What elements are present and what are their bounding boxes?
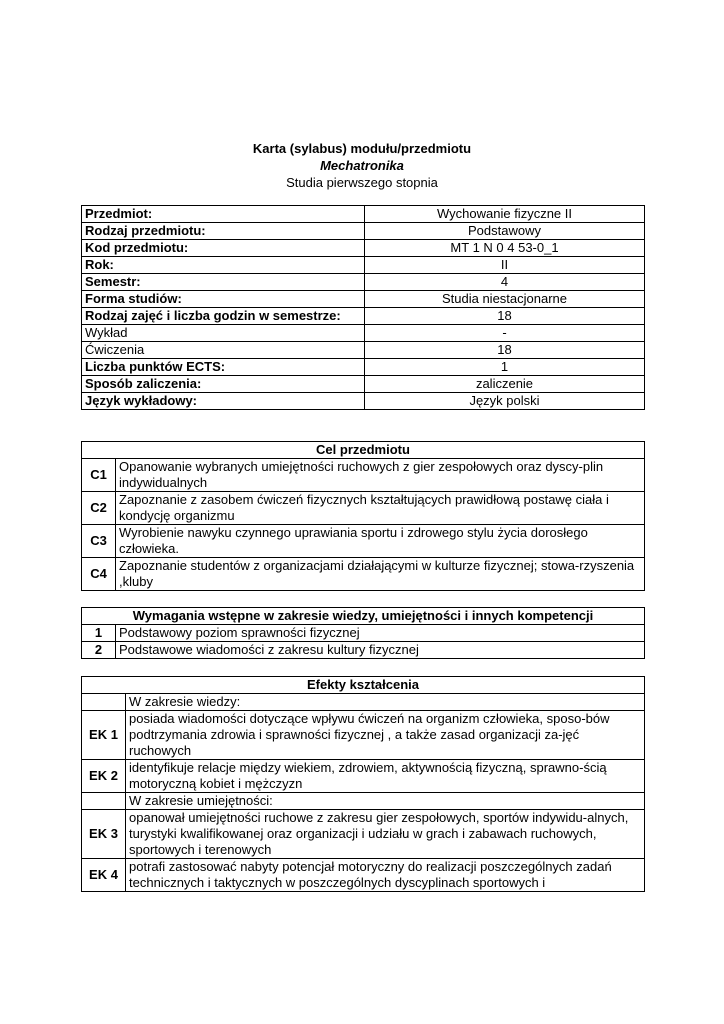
- info-row: [82, 308, 645, 325]
- objective-row-text: Wyrobienie nawyku czynnego uprawiania sportu i zdrowego stylu życia dorosłego człowieka.: [116, 525, 645, 558]
- objective-row: [82, 492, 645, 525]
- objectives-header: Cel przedmiotu: [82, 442, 645, 459]
- empty-cell: [82, 793, 126, 810]
- learning-outcomes-table: [81, 676, 645, 892]
- field-of-study: Mechatronika: [320, 158, 404, 173]
- info-value: Wychowanie fizyczne II: [365, 206, 645, 223]
- info-value: Język polski: [365, 393, 645, 410]
- outcome-code: EK 1: [82, 711, 126, 760]
- outcome-text: opanował umiejętności ruchowe z zakresu gier zespołowych, sportów indywidu-alnych, turystyki kwalifikowanej oraz organizacji i udziału w grach i zabawach ruchowych, sportowych i terenowych: [126, 810, 645, 859]
- info-row: [82, 376, 645, 393]
- outcome-code: EK 4: [82, 859, 126, 892]
- objective-row-text: Zapoznanie z zasobem ćwiczeń fizycznych kształtujących prawidłową postawę ciała i kondycję organizmu: [116, 492, 645, 525]
- info-value: -: [365, 325, 645, 342]
- info-value: 4: [365, 274, 645, 291]
- prerequisites-table: [81, 607, 645, 659]
- prerequisite-row-text: Podstawowy poziom sprawności fizycznej: [116, 625, 645, 642]
- document-title-block: [0, 140, 724, 191]
- info-label: Forma studiów:: [82, 291, 365, 308]
- objective-row-text: Opanowanie wybranych umiejętności ruchowych z gier zespołowych oraz dyscy-plin indywidualnych: [116, 459, 645, 492]
- prerequisite-row: [82, 642, 645, 659]
- info-row: [82, 223, 645, 240]
- info-label: Ćwiczenia: [82, 342, 365, 359]
- objective-row: [82, 525, 645, 558]
- info-label: Wykład: [82, 325, 365, 342]
- info-label: Semestr:: [82, 274, 365, 291]
- info-label: Sposób zaliczenia:: [82, 376, 365, 393]
- outcome-code: EK 2: [82, 760, 126, 793]
- info-value: Podstawowy: [365, 223, 645, 240]
- info-value: II: [365, 257, 645, 274]
- study-level: Studia pierwszego stopnia: [286, 175, 438, 190]
- info-label: Liczba punktów ECTS:: [82, 359, 365, 376]
- outcome-row: [82, 859, 645, 892]
- knowledge-section-label: W zakresie wiedzy:: [126, 694, 645, 711]
- objective-row-code: C2: [82, 492, 116, 525]
- document-title: Karta (sylabus) modułu/przedmiotu: [252, 141, 472, 156]
- course-info-table: [81, 205, 645, 410]
- empty-cell: [82, 694, 126, 711]
- info-row: [82, 359, 645, 376]
- objective-row-code: C3: [82, 525, 116, 558]
- info-row: [82, 206, 645, 223]
- info-value: zaliczenie: [365, 376, 645, 393]
- info-row: [82, 342, 645, 359]
- info-label: Rodzaj zajęć i liczba godzin w semestrze:: [82, 308, 365, 325]
- outcome-code: EK 3: [82, 810, 126, 859]
- outcome-text: potrafi zastosować nabyty potencjał motoryczny do realizacji poszczególnych zadań technicznych i taktycznych w poszczególnych dyscyplinach sportowych i: [126, 859, 645, 892]
- objective-row: [82, 558, 645, 591]
- info-row: [82, 257, 645, 274]
- objective-row-code: C4: [82, 558, 116, 591]
- objective-row-code: C1: [82, 459, 116, 492]
- info-value: MT 1 N 0 4 53-0_1: [365, 240, 645, 257]
- prerequisite-row-code: 1: [82, 625, 116, 642]
- info-label: Rok:: [82, 257, 365, 274]
- course-objectives-table: [81, 441, 645, 591]
- info-row: [82, 291, 645, 308]
- outcome-row: [82, 711, 645, 760]
- outcome-text: posiada wiadomości dotyczące wpływu ćwiczeń na organizm człowieka, sposo-bów podtrzymania zdrowia i sprawności fizycznej , a także zasad organizacji za-jęć ruchowych: [126, 711, 645, 760]
- prerequisite-row-text: Podstawowe wiadomości z zakresu kultury fizycznej: [116, 642, 645, 659]
- objective-row: [82, 459, 645, 492]
- info-label: Przedmiot:: [82, 206, 365, 223]
- info-value: 1: [365, 359, 645, 376]
- prerequisite-row: [82, 625, 645, 642]
- info-row: [82, 393, 645, 410]
- info-row: [82, 274, 645, 291]
- outcome-row: [82, 810, 645, 859]
- info-label: Rodzaj przedmiotu:: [82, 223, 365, 240]
- info-row: [82, 240, 645, 257]
- prerequisites-header: Wymagania wstępne w zakresie wiedzy, umiejętności i innych kompetencji: [82, 608, 645, 625]
- info-value: 18: [365, 342, 645, 359]
- outcomes-header: Efekty kształcenia: [82, 677, 645, 694]
- outcome-text: identyfikuje relacje między wiekiem, zdrowiem, aktywnością fizyczną, sprawno-ścią motoryczną kobiet i mężczyzn: [126, 760, 645, 793]
- outcome-row: [82, 760, 645, 793]
- info-value: 18: [365, 308, 645, 325]
- info-value: Studia niestacjonarne: [365, 291, 645, 308]
- skills-section-label: W zakresie umiejętności:: [126, 793, 645, 810]
- info-label: Kod przedmiotu:: [82, 240, 365, 257]
- info-row: [82, 325, 645, 342]
- info-label: Język wykładowy:: [82, 393, 365, 410]
- prerequisite-row-code: 2: [82, 642, 116, 659]
- objective-row-text: Zapoznanie studentów z organizacjami działającymi w kulturze fizycznej; stowa-rzyszenia ,kluby: [116, 558, 645, 591]
